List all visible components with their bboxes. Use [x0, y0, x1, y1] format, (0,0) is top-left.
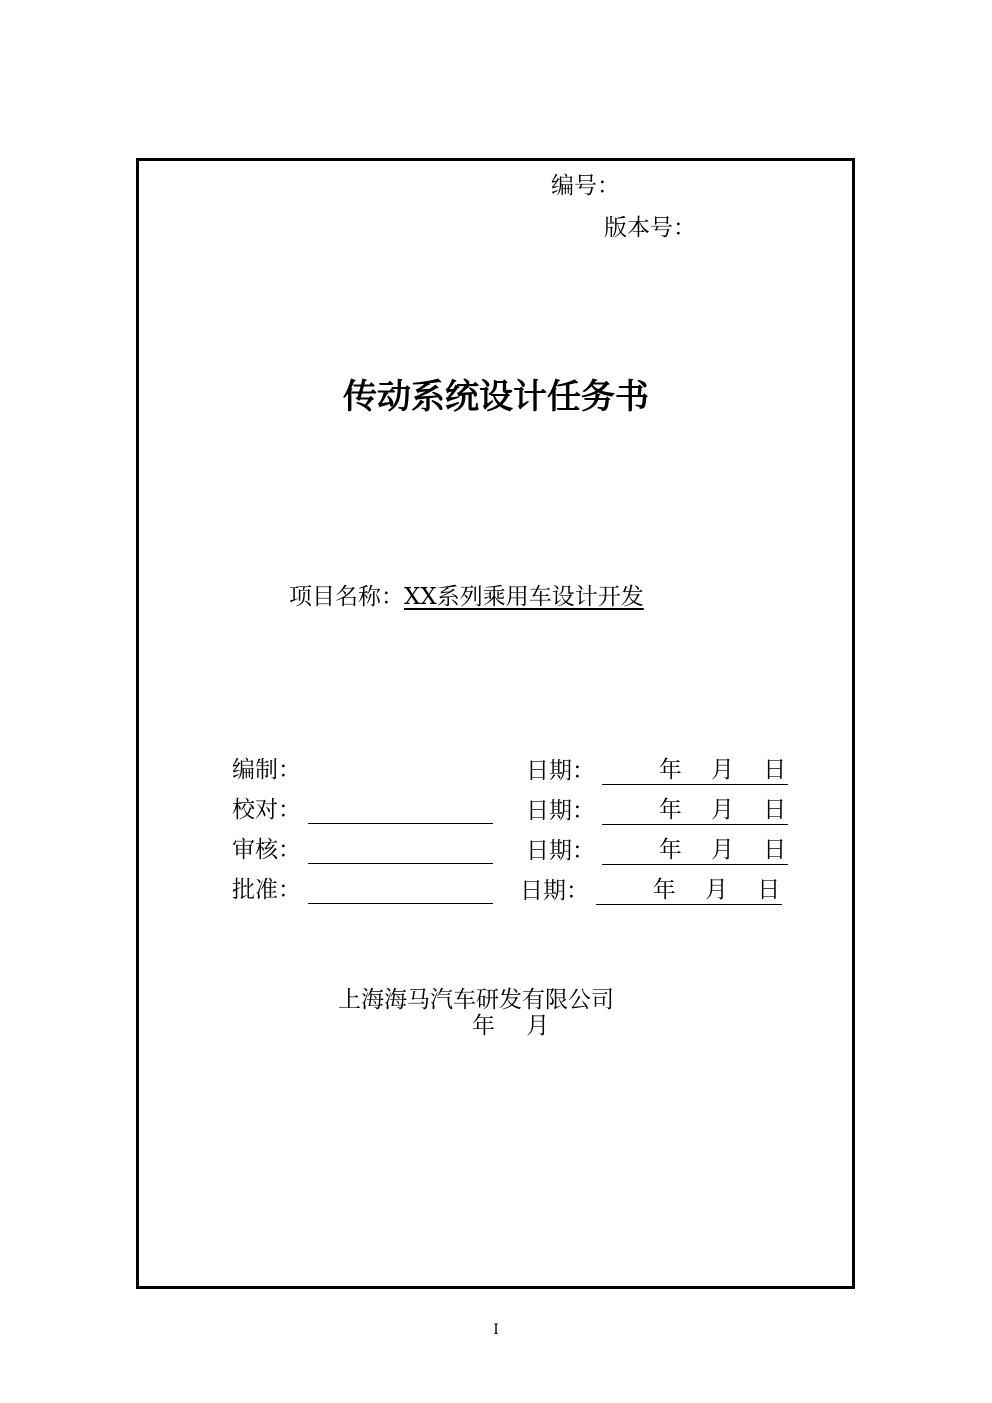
signature-line: [308, 799, 493, 824]
company-date: 年 月: [472, 1013, 550, 1039]
signature-row-review: [232, 831, 493, 864]
date-row-review: [526, 831, 788, 865]
signature-row-compile: [232, 751, 301, 784]
signature-line: [308, 839, 493, 864]
project-name: XX系列乘用车设计开发: [404, 584, 644, 610]
date-label: 日期：: [526, 838, 595, 864]
signature-row-approve: [232, 871, 493, 904]
date-label: 日期：: [526, 798, 595, 824]
date-row-proofread: [526, 791, 788, 825]
signature-role: 审核：: [232, 837, 301, 863]
date-value: 年 月 日: [602, 751, 788, 785]
date-label: 日期：: [520, 878, 589, 904]
date-label: 日期：: [526, 758, 595, 784]
date-value: 年 月 日: [602, 791, 788, 825]
signature-line: [308, 879, 493, 904]
document-frame: [136, 158, 855, 1289]
date-row-approve: [520, 871, 782, 905]
date-value: 年 月 日: [602, 831, 788, 865]
version-label: 版本号：: [604, 215, 696, 241]
page-number: I: [493, 1322, 499, 1338]
signature-role: 编制：: [232, 757, 301, 783]
document-title: 传动系统设计任务书: [343, 377, 649, 417]
company-name: 上海海马汽车研发有限公司: [338, 987, 614, 1013]
signature-role: 批准：: [232, 877, 301, 903]
date-row-compile: [526, 751, 788, 785]
date-value: 年 月 日: [596, 871, 782, 905]
signature-row-proofread: [232, 791, 493, 824]
signature-role: 校对：: [232, 797, 301, 823]
number-label: 编号：: [551, 173, 620, 199]
project-label: 项目名称：: [289, 584, 404, 610]
project-line: [289, 578, 644, 611]
